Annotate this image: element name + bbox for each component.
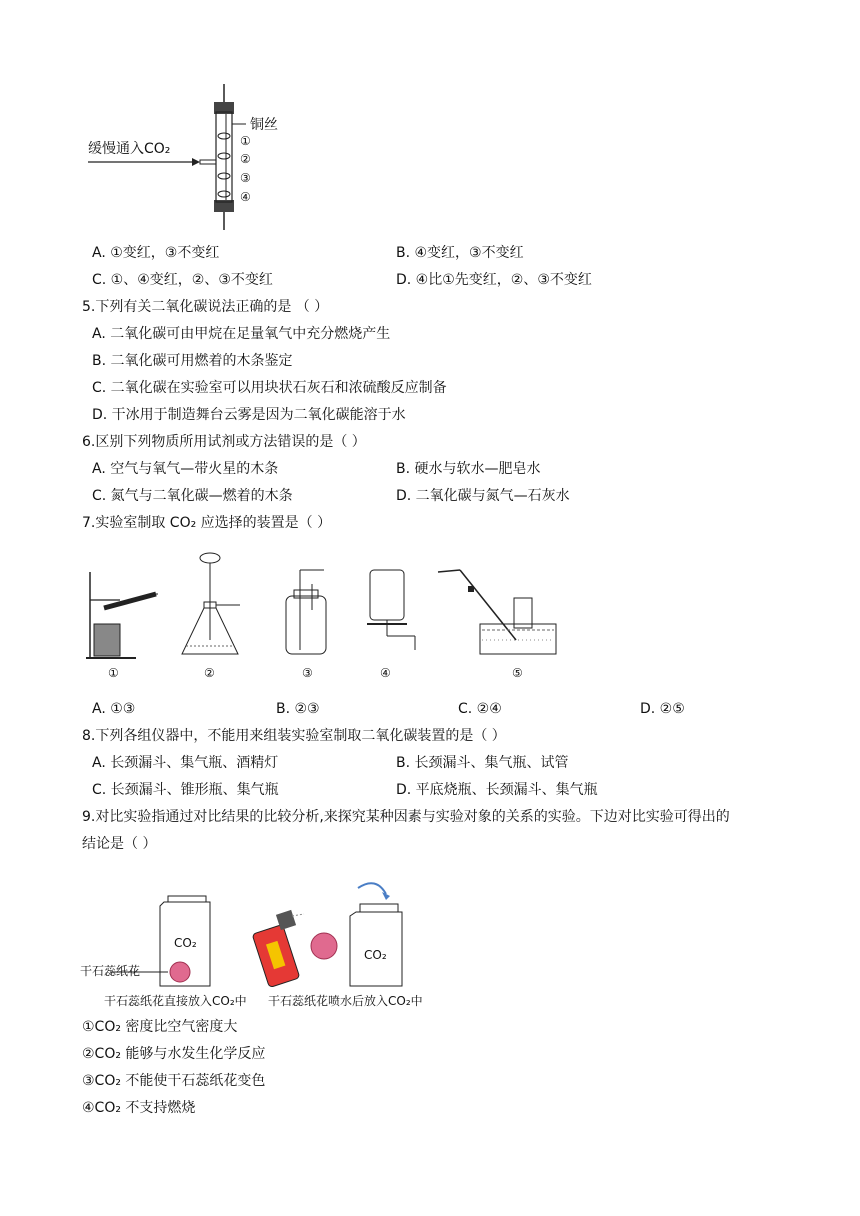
q6-option-c[interactable]: C. 氮气与二氧化碳—燃着的木条 — [92, 488, 293, 504]
marker-4: ④ — [240, 190, 251, 204]
q6-option-b[interactable]: B. 硬水与软水—肥皂水 — [396, 461, 541, 477]
q8-stem: 8.下列各组仪器中，不能用来组装实验室制取二氧化碳装置的是（ ） — [82, 728, 506, 744]
caption-right: 干石蕊纸花喷水后放入CO₂中 — [268, 994, 423, 1008]
q4-option-c[interactable]: C. ①、④变红，②、③不变红 — [92, 272, 273, 288]
q7-option-d[interactable]: D. ②⑤ — [640, 701, 685, 717]
q9-stem-line2: 结论是（ ） — [82, 836, 157, 852]
q9-figure — [80, 876, 440, 1010]
q9-stem-line1: 9.对比实验指通过对比结果的比较分析,来探究某种因素与实验对象的关系的实验。下边对比实验可得出的 — [82, 809, 730, 825]
caption-left: 干石蕊纸花直接放入CO₂中 — [104, 994, 247, 1008]
q6-option-d[interactable]: D. 二氧化碳与氮气—石灰水 — [396, 488, 570, 504]
device-label-5: ⑤ — [512, 666, 523, 680]
q5-option-c[interactable]: C. 二氧化碳在实验室可以用块状石灰石和浓硫酸反应制备 — [92, 380, 447, 396]
q9-statement-4: ④CO₂ 不支持燃烧 — [82, 1100, 196, 1116]
device-label-2: ② — [204, 666, 215, 680]
q6-stem: 6.区别下列物质所用试剂或方法错误的是（ ） — [82, 434, 366, 450]
q7-option-b[interactable]: B. ②③ — [276, 701, 320, 717]
q5-option-d[interactable]: D. 干冰用于制造舞台云雾是因为二氧化碳能溶于水 — [92, 407, 406, 423]
apparatus-drawings — [80, 550, 560, 660]
q7-option-c[interactable]: C. ②④ — [458, 701, 502, 717]
q7-apparatus-figure — [80, 550, 560, 680]
q8-option-d[interactable]: D. 平底烧瓶、长颈漏斗、集气瓶 — [396, 782, 598, 798]
marker-1: ① — [240, 134, 251, 148]
q5-option-a[interactable]: A. 二氧化碳可由甲烷在足量氧气中充分燃烧产生 — [92, 326, 391, 342]
left-jar-co2-label: CO₂ — [174, 936, 197, 950]
q9-statement-2: ②CO₂ 能够与水发生化学反应 — [82, 1046, 266, 1062]
q4-option-b[interactable]: B. ④变红，③不变红 — [396, 245, 524, 261]
q4-option-d[interactable]: D. ④比①先变红，②、③不变红 — [396, 272, 592, 288]
copper-wire-label: 铜丝 — [250, 117, 278, 133]
q9-statement-1: ①CO₂ 密度比空气密度大 — [82, 1019, 238, 1035]
q5-stem: 5.下列有关二氧化碳说法正确的是 （ ） — [82, 299, 329, 315]
q8-option-b[interactable]: B. 长颈漏斗、集气瓶、试管 — [396, 755, 569, 771]
q8-option-a[interactable]: A. 长颈漏斗、集气瓶、酒精灯 — [92, 755, 279, 771]
q6-option-a[interactable]: A. 空气与氧气—带火星的木条 — [92, 461, 279, 477]
right-jar-co2-label: CO₂ — [364, 948, 387, 962]
q8-option-c[interactable]: C. 长颈漏斗、锥形瓶、集气瓶 — [92, 782, 279, 798]
device-label-1: ① — [108, 666, 119, 680]
q9-statement-3: ③CO₂ 不能使干石蕊纸花变色 — [82, 1073, 266, 1089]
co2-inlet-label: 缓慢通入CO₂ — [88, 141, 171, 157]
q7-stem: 7.实验室制取 CO₂ 应选择的装置是（ ） — [82, 515, 332, 531]
q7-option-a[interactable]: A. ①③ — [92, 701, 136, 717]
device-label-4: ④ — [380, 666, 391, 680]
device-label-3: ③ — [302, 666, 313, 680]
q5-option-b[interactable]: B. 二氧化碳可用燃着的木条鉴定 — [92, 353, 293, 369]
flower-label: 干石蕊纸花 — [80, 964, 141, 978]
marker-3: ③ — [240, 171, 251, 185]
marker-2: ② — [240, 152, 251, 166]
q4-figure — [88, 84, 308, 230]
q4-option-a[interactable]: A. ①变红，③不变红 — [92, 245, 220, 261]
